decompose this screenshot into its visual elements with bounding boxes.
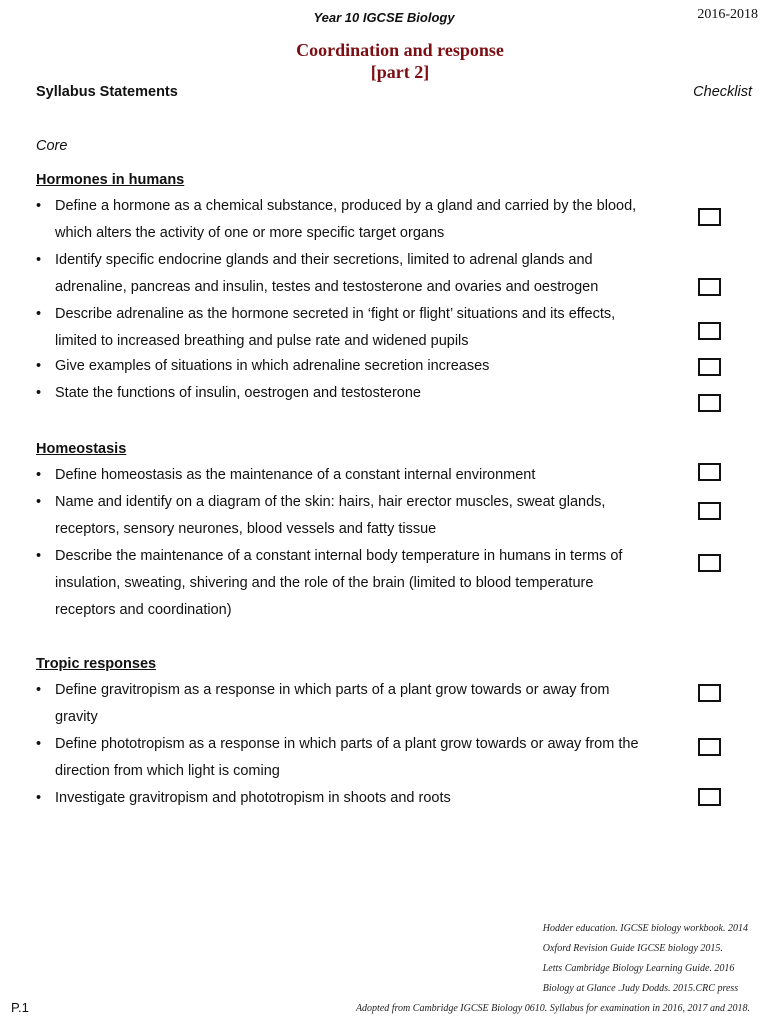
bullet: • bbox=[36, 548, 42, 564]
reference-item: Biology at Glance .Judy Dodds. 2015.CRC press bbox=[542, 983, 739, 994]
bullet: • bbox=[36, 306, 42, 322]
statement-text: Name and identify on a diagram of the skin: hairs, hair erector muscles, sweat glands, receptors, sensory neurones, blood vessels and fatty tissue bbox=[55, 494, 606, 537]
checkbox-adrenaline-effects[interactable] bbox=[698, 322, 721, 340]
bullet: • bbox=[36, 790, 42, 806]
statement-text: Define homeostasis as the maintenance of a constant internal environment bbox=[55, 467, 536, 483]
statement-phototropism bbox=[36, 731, 656, 785]
page-number: P.1 bbox=[11, 1000, 29, 1015]
checkbox-investigate-tropisms[interactable] bbox=[698, 788, 721, 806]
bullet: • bbox=[36, 494, 42, 510]
checkbox-skin-diagram[interactable] bbox=[698, 502, 721, 520]
checkbox-endocrine-glands[interactable] bbox=[698, 278, 721, 296]
statement-homeostasis-definition bbox=[36, 462, 656, 489]
statement-text: State the functions of insulin, oestrogen and testosterone bbox=[55, 385, 421, 401]
bullet: • bbox=[36, 467, 42, 483]
statement-text: Define gravitropism as a response in which parts of a plant grow towards or away from gravity bbox=[55, 682, 610, 725]
statement-text: Define phototropism as a response in which parts of a plant grow towards or away from the direction from which light is coming bbox=[55, 736, 639, 779]
bullet: • bbox=[36, 358, 42, 374]
statement-endocrine-glands bbox=[36, 247, 656, 301]
statement-gravitropism bbox=[36, 677, 656, 731]
years-label: 2016-2018 bbox=[697, 7, 758, 22]
checkbox-hormone-definition[interactable] bbox=[698, 208, 721, 226]
bullet: • bbox=[36, 385, 42, 401]
bullet: • bbox=[36, 198, 42, 214]
checkbox-phototropism[interactable] bbox=[698, 738, 721, 756]
statement-skin-diagram bbox=[36, 489, 656, 543]
statement-body-temperature bbox=[36, 543, 656, 624]
page-subtitle: [part 2] bbox=[370, 62, 430, 82]
checkbox-body-temperature[interactable] bbox=[698, 554, 721, 572]
page-title: Coordination and response bbox=[296, 40, 504, 60]
checkbox-adrenaline-situations[interactable] bbox=[698, 358, 721, 376]
statement-adrenaline-situations bbox=[36, 353, 656, 380]
bullet: • bbox=[36, 736, 42, 752]
level-label: Core bbox=[36, 138, 68, 154]
bullet: • bbox=[36, 252, 42, 268]
statement-text: Describe the maintenance of a constant internal body temperature in humans in terms of insulation, sweating, shivering and the role of the brain (limited to blood temperature receptors and coordination) bbox=[55, 548, 623, 618]
statement-text: Describe adrenaline as the hormone secreted in ‘fight or flight’ situations and its effects, limited to increased breathing and pulse rate and widened pupils bbox=[55, 306, 616, 349]
section-title-homeostasis: Homeostasis bbox=[36, 441, 127, 457]
course-title: Year 10 IGCSE Biology bbox=[313, 10, 455, 25]
statement-adrenaline-effects bbox=[36, 301, 656, 355]
references bbox=[543, 919, 748, 999]
statement-hormone-definition bbox=[36, 193, 656, 247]
section-title-hormones: Hormones in humans bbox=[36, 172, 185, 188]
reference-item: Oxford Revision Guide IGCSE biology 2015. bbox=[542, 943, 723, 954]
statement-investigate-tropisms bbox=[36, 785, 656, 812]
bullet: • bbox=[36, 682, 42, 698]
statement-text: Define a hormone as a chemical substance, produced by a gland and carried by the blood, which alters the activity of one or more specific target organs bbox=[55, 198, 637, 241]
syllabus-heading: Syllabus Statements bbox=[36, 84, 178, 100]
statement-text: Identify specific endocrine glands and their secretions, limited to adrenal glands and adrenaline, pancreas and insulin, testes and testosterone and ovaries and oestrogen bbox=[55, 252, 599, 295]
statement-text: Investigate gravitropism and phototropism in shoots and roots bbox=[55, 790, 451, 806]
section-title-tropic: Tropic responses bbox=[36, 656, 157, 672]
checkbox-gravitropism[interactable] bbox=[698, 684, 721, 702]
reference-item: Hodder education. IGCSE biology workbook. 2014 bbox=[542, 923, 748, 934]
checklist-heading: Checklist bbox=[693, 84, 752, 100]
adapted-note: Adopted from Cambridge IGCSE Biology 0610. Syllabus for examination in 2016, 2017 and 2018. bbox=[355, 1003, 750, 1014]
reference-item: Letts Cambridge Biology Learning Guide. 2016 bbox=[542, 963, 735, 974]
checkbox-hormone-functions[interactable] bbox=[698, 394, 721, 412]
statement-text: Give examples of situations in which adrenaline secretion increases bbox=[55, 358, 490, 374]
checkbox-homeostasis-definition[interactable] bbox=[698, 463, 721, 481]
statement-hormone-functions bbox=[36, 380, 656, 407]
